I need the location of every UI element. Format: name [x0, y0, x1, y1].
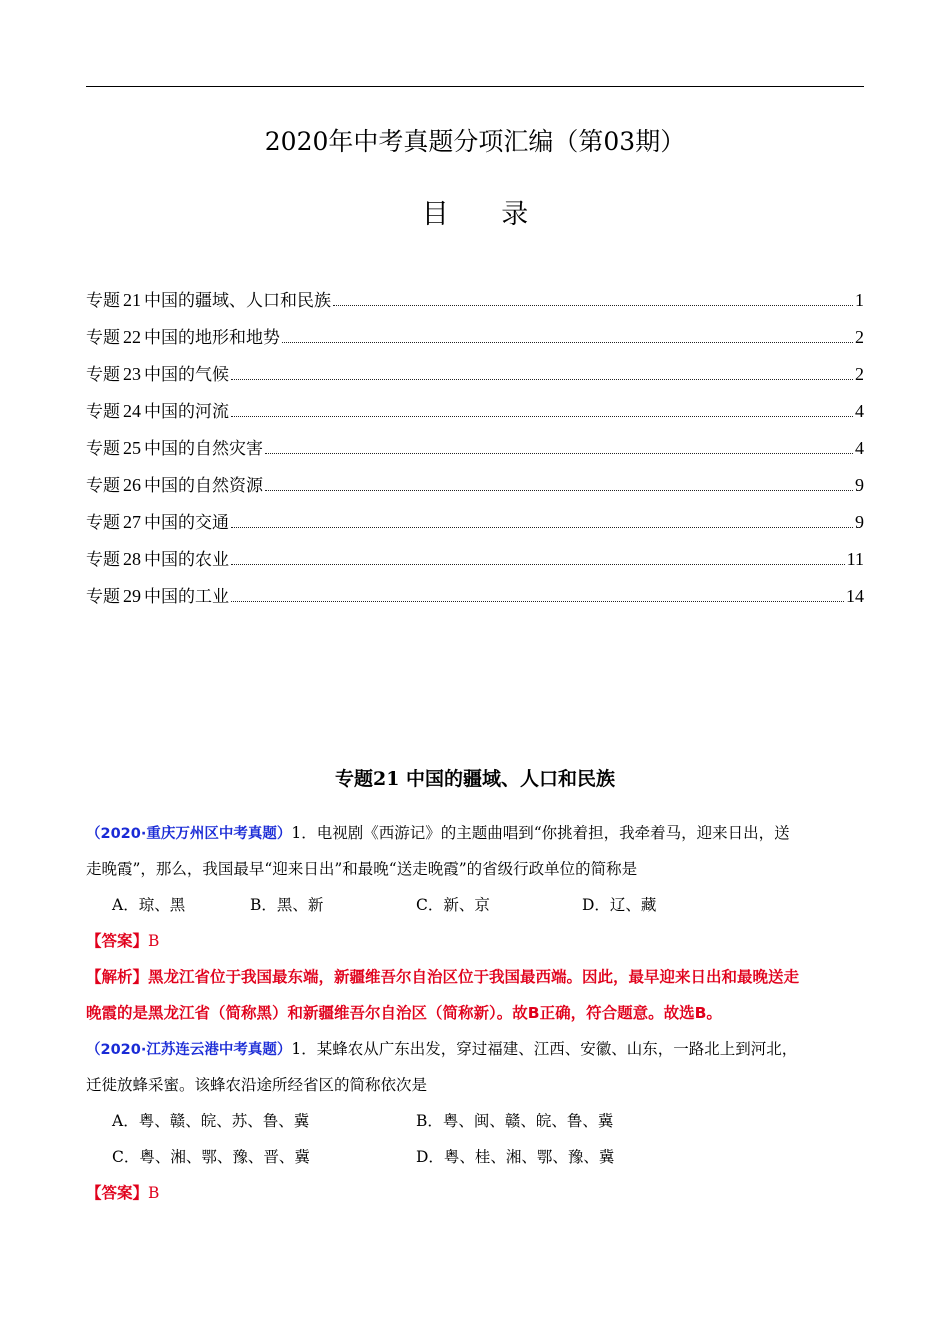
answer-label: 【答案】 [86, 932, 149, 950]
toc-prefix: 专题 [86, 439, 120, 459]
option-a[interactable]: A．琼、黑 [112, 896, 186, 914]
toc-entry[interactable] [86, 397, 864, 434]
question-text: 1．某蜂农从广东出发，穿过福建、江西、安徽、山东，一路北上到河北， [291, 1040, 798, 1058]
answer-value: B [148, 1184, 160, 1202]
toc-label: 中国的农业 [144, 550, 229, 570]
toc-heading: 目 录 [421, 199, 551, 230]
toc-number: 29 [123, 586, 141, 606]
toc-leader [231, 564, 845, 565]
answer-label: 【答案】 [86, 1184, 149, 1202]
toc-leader [231, 527, 853, 528]
toc-label: 中国的自然灾害 [144, 439, 263, 459]
toc-prefix: 专题 [86, 328, 120, 348]
toc-leader [231, 601, 844, 602]
toc-entry[interactable] [86, 286, 864, 323]
option-c[interactable]: C．新、京 [416, 896, 490, 914]
toc-entry[interactable] [86, 360, 864, 397]
toc-page: 14 [846, 586, 864, 606]
analysis-line [86, 995, 864, 1031]
toc-number: 26 [123, 475, 141, 495]
toc-number: 22 [123, 327, 141, 347]
question-source: （2020·重庆万州区中考真题） [86, 826, 292, 842]
toc-leader [231, 379, 853, 380]
toc-entry[interactable] [86, 582, 864, 619]
section-title: 专题21 中国的疆域、人口和民族 [334, 768, 616, 790]
toc-leader [231, 416, 853, 417]
toc-entry[interactable] [86, 545, 864, 582]
answer-line [86, 923, 864, 959]
toc-leader [265, 490, 853, 491]
toc-page: 9 [855, 512, 864, 532]
toc-label: 中国的疆域、人口和民族 [144, 291, 331, 311]
question-source: （2020·江苏连云港中考真题） [86, 1042, 292, 1058]
toc-entry[interactable] [86, 471, 864, 508]
toc-page: 11 [846, 549, 864, 569]
toc-number: 27 [123, 512, 141, 532]
toc-label: 中国的交通 [144, 513, 229, 533]
answer-line [86, 1175, 864, 1211]
toc-prefix: 专题 [86, 365, 120, 385]
analysis-text: 黑龙江省位于我国最东端，新疆维吾尔自治区位于我国最西端。因此，最早迎来日出和最晚送走 [148, 968, 800, 986]
analysis-line [86, 959, 864, 995]
question-line: 走晚霞”，那么，我国最早“迎来日出”和最晚“送走晚霞”的省级行政单位的简称是 [86, 860, 638, 878]
document-title: 2020年中考真题分项汇编（第03期） [264, 127, 686, 156]
section-content [86, 815, 864, 1211]
option-b[interactable]: B．粤、闽、赣、皖、鲁、冀 [416, 1112, 614, 1130]
toc-leader [282, 342, 853, 343]
answer-value: B [148, 932, 160, 950]
toc-label: 中国的河流 [144, 402, 229, 422]
option-c[interactable]: C．粤、湘、鄂、豫、晋、冀 [112, 1148, 310, 1166]
option-d[interactable]: D．辽、藏 [582, 896, 657, 914]
toc-page: 1 [855, 290, 864, 310]
answer-options [86, 1139, 864, 1175]
toc-page: 2 [855, 327, 864, 347]
toc-label: 中国的自然资源 [144, 476, 263, 496]
analysis-text: 晚霞的是黑龙江省（简称黑）和新疆维吾尔自治区（简称新）。故B正确，符合题意。故选B。 [86, 1004, 722, 1022]
toc-entry[interactable] [86, 434, 864, 471]
question-line [86, 1031, 864, 1067]
option-a[interactable]: A．粤、赣、皖、苏、鲁、冀 [112, 1112, 310, 1130]
toc-number: 25 [123, 438, 141, 458]
toc-leader [265, 453, 853, 454]
toc-prefix: 专题 [86, 291, 120, 311]
toc-number: 24 [123, 401, 141, 421]
table-of-contents [86, 286, 864, 619]
analysis-label: 【解析】 [86, 968, 149, 986]
toc-page: 2 [855, 364, 864, 384]
toc-page: 4 [855, 401, 864, 421]
question-text: 1．电视剧《西游记》的主题曲唱到“你挑着担，我牵着马，迎来日出，送 [291, 824, 790, 842]
toc-label: 中国的工业 [144, 587, 229, 607]
toc-label: 中国的气候 [144, 365, 229, 385]
question-line [86, 815, 864, 851]
toc-leader [333, 305, 853, 306]
option-d[interactable]: D．粤、桂、湘、鄂、豫、冀 [416, 1148, 615, 1166]
toc-prefix: 专题 [86, 513, 120, 533]
toc-label: 中国的地形和地势 [144, 328, 280, 348]
toc-entry[interactable] [86, 323, 864, 360]
answer-options [86, 887, 864, 923]
toc-entry[interactable] [86, 508, 864, 545]
toc-number: 23 [123, 364, 141, 384]
toc-prefix: 专题 [86, 476, 120, 496]
toc-prefix: 专题 [86, 402, 120, 422]
toc-page: 4 [855, 438, 864, 458]
question-line: 迁徙放蜂采蜜。该蜂农沿途所经省区的简称依次是 [86, 1076, 428, 1094]
toc-number: 21 [123, 290, 141, 310]
toc-prefix: 专题 [86, 550, 120, 570]
toc-page: 9 [855, 475, 864, 495]
toc-prefix: 专题 [86, 587, 120, 607]
header-rule [86, 86, 864, 87]
option-b[interactable]: B．黑、新 [250, 896, 324, 914]
toc-number: 28 [123, 549, 141, 569]
answer-options [86, 1103, 864, 1139]
